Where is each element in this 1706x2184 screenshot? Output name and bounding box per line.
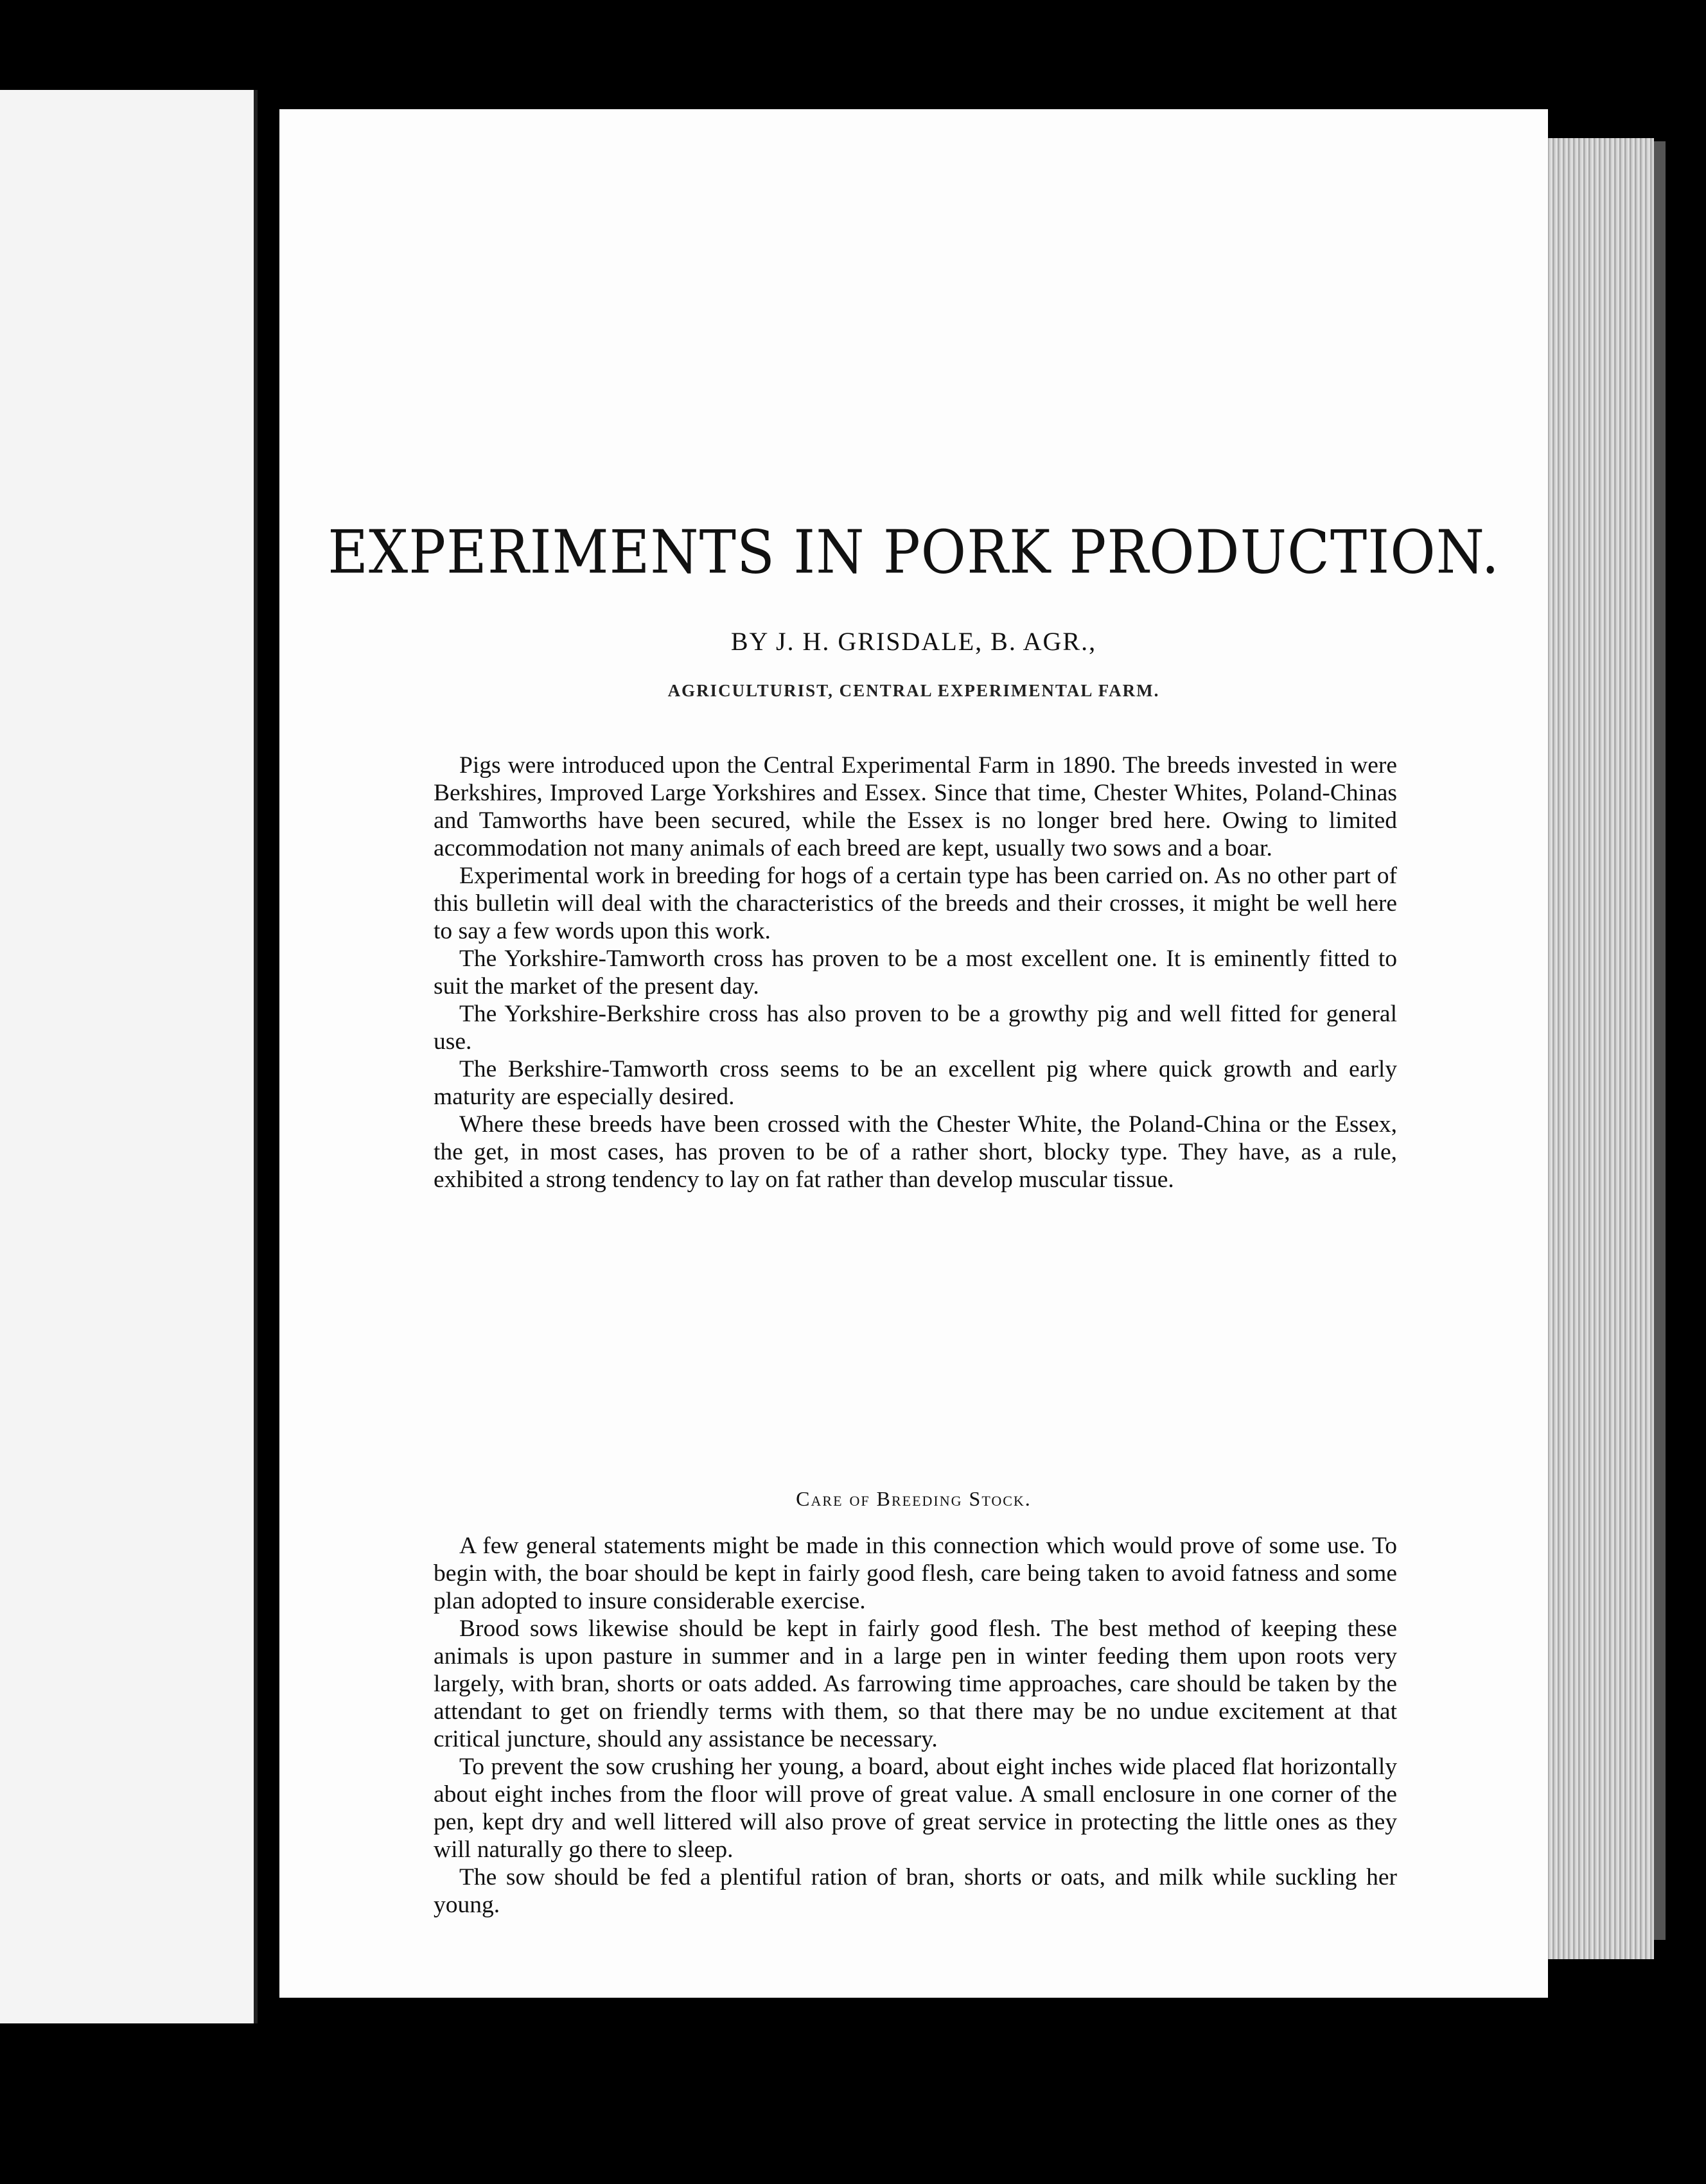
paragraph: The sow should be fed a plentiful ration of bran, shorts or oats, and milk while suckling her young. bbox=[434, 1864, 1397, 1918]
paragraph: Pigs were introduced upon the Central Experimental Farm in 1890. The breeds invested in were Berkshires, Improved Large Yorkshires and Essex. Since that time, Chester Whites, Poland-Chinas and Tamworths have been secured, while the Essex is no longer bred here. Owing to limited accommodation not many animals of each breed are kept, usually two sows and a boar. bbox=[434, 752, 1397, 861]
book-cover-edge bbox=[1654, 141, 1666, 1940]
page-edges bbox=[1545, 138, 1654, 1959]
section-heading: Care of Breeding Stock. bbox=[796, 1487, 1032, 1510]
paragraph: The Yorkshire-Berkshire cross has also proven to be a growthy pig and well fitted for general use. bbox=[434, 1001, 1397, 1055]
paragraph: Experimental work in breeding for hogs of a certain type has been carried on. As no other part of this bulletin will deal with the characteristics of the breeds and their crosses, it might be well here to say a few words upon this work. bbox=[434, 863, 1397, 944]
author-byline: BY J. H. GRISDALE, B. AGR., bbox=[730, 627, 1097, 656]
intro-section bbox=[434, 752, 1397, 1193]
page-title: EXPERIMENTS IN PORK PRODUCTION. bbox=[328, 518, 1500, 587]
paragraph: The Yorkshire-Tamworth cross has proven to be a most excellent one. It is eminently fitted to suit the market of the present day. bbox=[434, 946, 1397, 1000]
facing-page-edge bbox=[0, 90, 258, 2023]
document-page bbox=[279, 109, 1548, 1998]
paragraph: Where these breeds have been crossed with the Chester White, the Poland-China or the Essex, the get, in most cases, has proven to be of a rather short, blocky type. They have, as a rule, exhibited a strong tendency to lay on fat rather than develop muscular tissue. bbox=[434, 1111, 1397, 1193]
care-section bbox=[434, 1532, 1397, 1919]
paragraph: To prevent the sow crushing her young, a board, about eight inches wide placed flat horizontally about eight inches from the floor will prove of great value. A small enclosure in one corner of the pen, kept dry and well littered will also prove of great service in protecting the little ones as they will naturally go there to sleep. bbox=[434, 1754, 1397, 1863]
paragraph: Brood sows likewise should be kept in fairly good flesh. The best method of keeping these animals is upon pasture in summer and in a large pen in winter feeding them upon roots very largely, with bran, shorts or oats added. As farrowing time approaches, care should be taken by the attendant to get on friendly terms with them, so that there may be no undue excitement at that critical juncture, should any assistance be necessary. bbox=[434, 1616, 1397, 1752]
author-affiliation: AGRICULTURIST, CENTRAL EXPERIMENTAL FARM. bbox=[667, 681, 1160, 700]
paragraph: The Berkshire-Tamworth cross seems to be an excellent pig where quick growth and early maturity are especially desired. bbox=[434, 1056, 1397, 1110]
paragraph: A few general statements might be made in this connection which would prove of some use. To begin with, the boar should be kept in fairly good flesh, care being taken to avoid fatness and some plan adopted to insure considerable exercise. bbox=[434, 1533, 1397, 1614]
